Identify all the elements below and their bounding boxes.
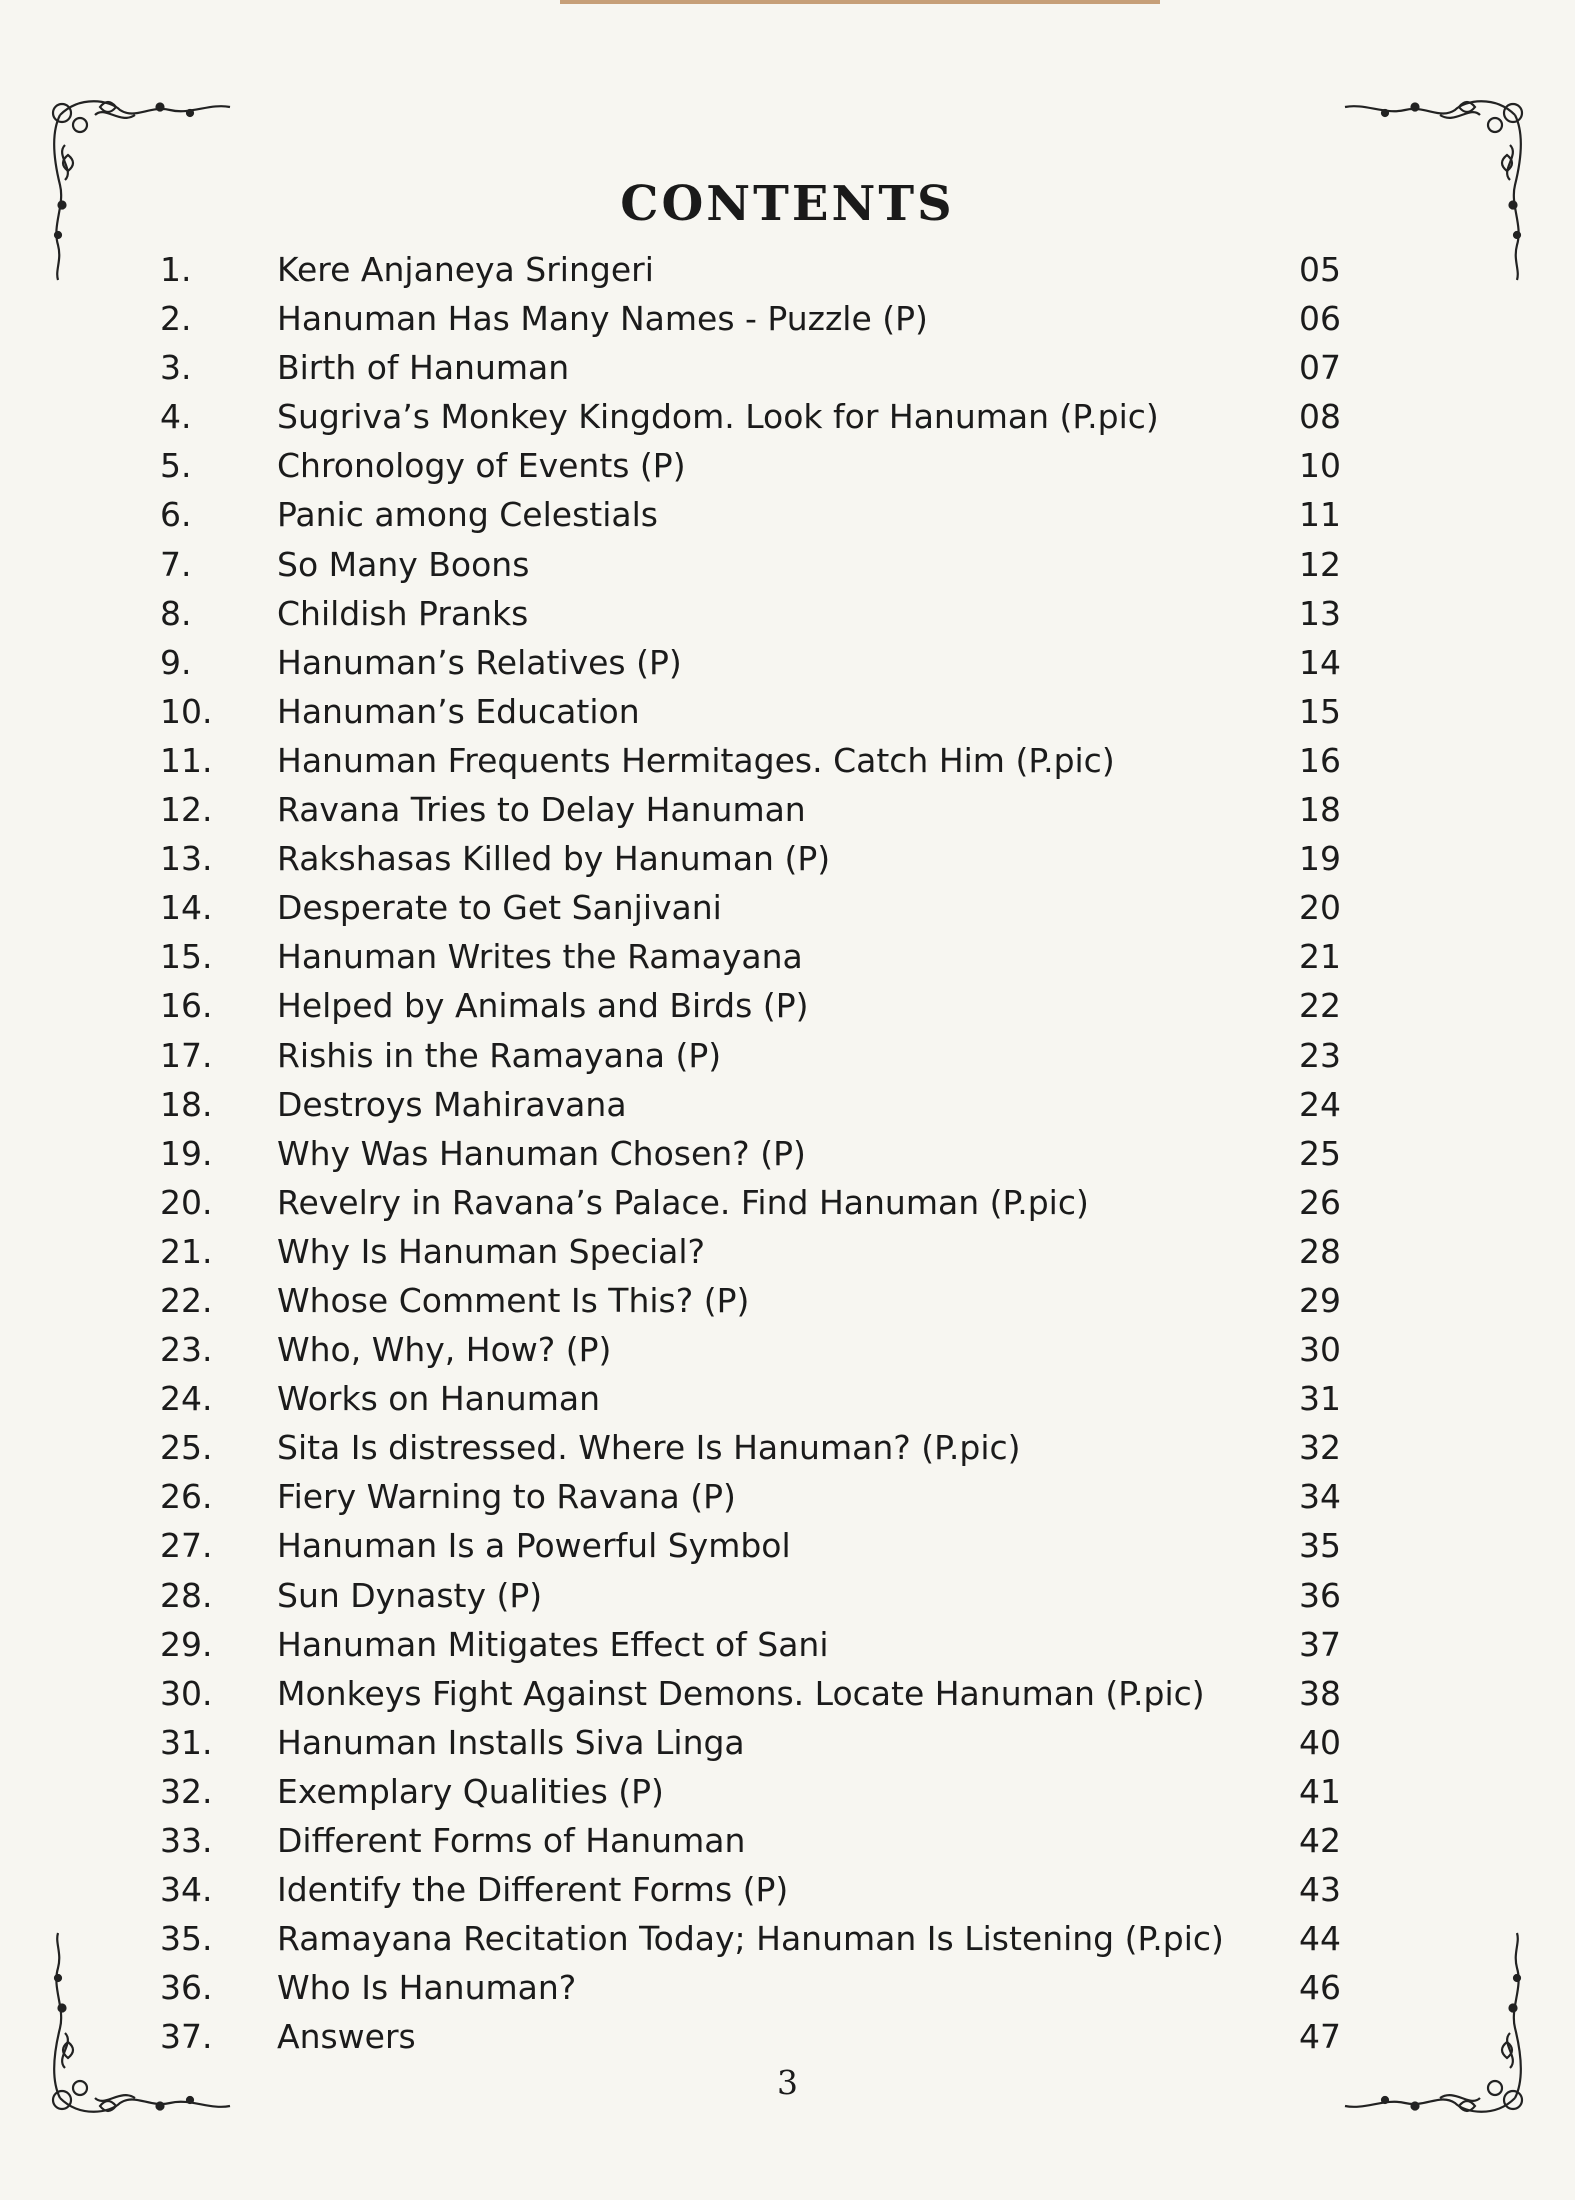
toc-entry xyxy=(0,638,1575,687)
toc-entry xyxy=(0,1521,1575,1570)
entry-page: 36 xyxy=(1299,1575,1341,1615)
entry-title: Hanuman’s Education xyxy=(277,691,640,731)
toc-entry xyxy=(0,392,1575,441)
entry-title: Whose Comment Is This? (P) xyxy=(277,1280,750,1320)
toc-entry xyxy=(0,490,1575,539)
entry-number: 5. xyxy=(160,446,192,486)
entry-page: 06 xyxy=(1299,299,1341,339)
entry-title: Hanuman Mitigates Effect of Sani xyxy=(277,1624,829,1664)
toc-entry xyxy=(0,1669,1575,1718)
entry-number: 1. xyxy=(160,250,192,289)
entry-page: 38 xyxy=(1299,1673,1341,1713)
entry-number: 23. xyxy=(160,1330,213,1370)
entry-number: 28. xyxy=(160,1575,213,1615)
entry-page: 15 xyxy=(1299,691,1341,731)
entry-number: 24. xyxy=(160,1379,213,1419)
toc-entry xyxy=(0,1276,1575,1325)
entry-title: Hanuman Has Many Names - Puzzle (P) xyxy=(277,299,928,339)
entry-number: 4. xyxy=(160,397,192,437)
entry-title: Desperate to Get Sanjivani xyxy=(277,888,722,928)
entry-page: 43 xyxy=(1299,1870,1341,1910)
toc-entry xyxy=(0,1620,1575,1669)
entry-title: Why Is Hanuman Special? xyxy=(277,1231,706,1271)
toc-entry xyxy=(0,736,1575,785)
entry-number: 37. xyxy=(160,2017,213,2057)
entry-page: 10 xyxy=(1299,446,1341,486)
entry-title: Sugriva’s Monkey Kingdom. Look for Hanuman (P.pic) xyxy=(277,397,1159,437)
entry-page: 08 xyxy=(1299,397,1341,437)
entry-page: 44 xyxy=(1299,1919,1341,1959)
entry-number: 17. xyxy=(160,1035,213,1075)
entry-number: 13. xyxy=(160,839,213,879)
toc-entry xyxy=(0,2012,1575,2061)
toc-entry xyxy=(0,1767,1575,1816)
entry-title: Destroys Mahiravana xyxy=(277,1084,627,1124)
entry-page: 22 xyxy=(1299,986,1341,1026)
entry-page: 14 xyxy=(1299,642,1341,682)
toc-entry xyxy=(0,1718,1575,1767)
entry-page: 42 xyxy=(1299,1821,1341,1860)
entry-title: Different Forms of Hanuman xyxy=(277,1821,746,1860)
toc-entry xyxy=(0,687,1575,736)
entry-title: Panic among Celestials xyxy=(277,495,658,535)
entry-number: 3. xyxy=(160,348,192,388)
entry-number: 26. xyxy=(160,1477,213,1517)
entry-title: Exemplary Qualities (P) xyxy=(277,1771,664,1811)
toc-entry xyxy=(0,981,1575,1030)
toc-entry xyxy=(0,1472,1575,1521)
entry-page: 07 xyxy=(1299,348,1341,388)
toc-entry xyxy=(0,932,1575,981)
entry-number: 29. xyxy=(160,1624,213,1664)
entry-title: Monkeys Fight Against Demons. Locate Hanuman (P.pic) xyxy=(277,1673,1205,1713)
entry-number: 10. xyxy=(160,691,213,731)
entry-number: 25. xyxy=(160,1428,213,1468)
toc-entry xyxy=(0,1227,1575,1276)
toc-entry xyxy=(0,343,1575,392)
toc-entry xyxy=(0,1178,1575,1227)
entry-title: Revelry in Ravana’s Palace. Find Hanuman (P.pic) xyxy=(277,1182,1089,1222)
entry-number: 12. xyxy=(160,790,213,830)
toc-entry xyxy=(0,1963,1575,2012)
entry-title: Who, Why, How? (P) xyxy=(277,1330,612,1370)
entry-title: Hanuman Installs Siva Linga xyxy=(277,1722,745,1762)
entry-number: 7. xyxy=(160,544,192,584)
page-title: CONTENTS xyxy=(620,176,955,232)
entry-number: 32. xyxy=(160,1771,213,1811)
entry-page: 32 xyxy=(1299,1428,1341,1468)
entry-title: Works on Hanuman xyxy=(277,1379,600,1419)
entry-title: Hanuman Writes the Ramayana xyxy=(277,937,803,977)
entry-number: 2. xyxy=(160,299,192,339)
entry-page: 16 xyxy=(1299,740,1341,780)
entry-title: Sita Is distressed. Where Is Hanuman? (P.pic) xyxy=(277,1428,1021,1468)
entry-page: 35 xyxy=(1299,1526,1341,1566)
entry-page: 37 xyxy=(1299,1624,1341,1664)
toc-entry xyxy=(0,1914,1575,1963)
toc-entry xyxy=(0,785,1575,834)
entry-title: Identify the Different Forms (P) xyxy=(277,1870,789,1910)
entry-title: Hanuman’s Relatives (P) xyxy=(277,642,682,682)
toc-entry xyxy=(0,834,1575,883)
entry-number: 19. xyxy=(160,1133,213,1173)
entry-number: 8. xyxy=(160,593,192,633)
entry-page: 12 xyxy=(1299,544,1341,584)
entry-page: 18 xyxy=(1299,790,1341,830)
entry-number: 34. xyxy=(160,1870,213,1910)
toc-entry xyxy=(0,1423,1575,1472)
toc-entry xyxy=(0,1129,1575,1178)
entry-title: Kere Anjaneya Sringeri xyxy=(277,250,654,289)
entry-number: 9. xyxy=(160,642,192,682)
entry-page: 41 xyxy=(1299,1771,1341,1811)
entry-number: 18. xyxy=(160,1084,213,1124)
entry-title: Ravana Tries to Delay Hanuman xyxy=(277,790,806,830)
toc-entry xyxy=(0,1031,1575,1080)
entry-title: Who Is Hanuman? xyxy=(277,1968,577,2008)
entry-page: 24 xyxy=(1299,1084,1341,1124)
page-top-edge xyxy=(560,0,1160,4)
entry-title: Childish Pranks xyxy=(277,593,529,633)
entry-number: 16. xyxy=(160,986,213,1026)
entry-title: Fiery Warning to Ravana (P) xyxy=(277,1477,736,1517)
entry-title: Rishis in the Ramayana (P) xyxy=(277,1035,722,1075)
entry-title: So Many Boons xyxy=(277,544,530,584)
entry-page: 40 xyxy=(1299,1722,1341,1762)
entry-page: 21 xyxy=(1299,937,1341,977)
entry-page: 26 xyxy=(1299,1182,1341,1222)
entry-title: Sun Dynasty (P) xyxy=(277,1575,543,1615)
toc-entry xyxy=(0,441,1575,490)
toc-entry xyxy=(0,1374,1575,1423)
entry-page: 13 xyxy=(1299,593,1341,633)
entry-page: 11 xyxy=(1299,495,1341,535)
entry-number: 15. xyxy=(160,937,213,977)
toc-entry xyxy=(0,540,1575,589)
entry-number: 20. xyxy=(160,1182,213,1222)
entry-title: Hanuman Frequents Hermitages. Catch Him (P.pic) xyxy=(277,740,1115,780)
entry-page: 28 xyxy=(1299,1231,1341,1271)
entry-number: 31. xyxy=(160,1722,213,1762)
toc-entry xyxy=(0,1865,1575,1914)
entry-title: Hanuman Is a Powerful Symbol xyxy=(277,1526,791,1566)
entry-title: Chronology of Events (P) xyxy=(277,446,686,486)
toc-entry xyxy=(0,1080,1575,1129)
entry-page: 25 xyxy=(1299,1133,1341,1173)
toc-entry xyxy=(0,883,1575,932)
toc-entry xyxy=(0,245,1575,294)
entry-page: 46 xyxy=(1299,1968,1341,2008)
entry-page: 34 xyxy=(1299,1477,1341,1517)
toc-entry xyxy=(0,1816,1575,1865)
entry-page: 47 xyxy=(1299,2017,1341,2057)
entry-page: 23 xyxy=(1299,1035,1341,1075)
entry-number: 35. xyxy=(160,1919,213,1959)
entry-number: 14. xyxy=(160,888,213,928)
entry-number: 21. xyxy=(160,1231,213,1271)
entry-title: Answers xyxy=(277,2017,416,2057)
entry-title: Birth of Hanuman xyxy=(277,348,570,388)
entry-page: 29 xyxy=(1299,1280,1341,1320)
entry-number: 30. xyxy=(160,1673,213,1713)
entry-page: 05 xyxy=(1299,250,1341,289)
entry-number: 11. xyxy=(160,740,213,780)
entry-number: 33. xyxy=(160,1821,213,1860)
entry-page: 30 xyxy=(1299,1330,1341,1370)
entry-title: Rakshasas Killed by Hanuman (P) xyxy=(277,839,831,879)
entry-title: Ramayana Recitation Today; Hanuman Is Listening (P.pic) xyxy=(277,1919,1224,1959)
toc-entry xyxy=(0,1571,1575,1620)
toc-entry xyxy=(0,589,1575,638)
entry-number: 36. xyxy=(160,1968,213,2008)
page-number: 3 xyxy=(777,2063,798,2102)
entry-page: 31 xyxy=(1299,1379,1341,1419)
table-of-contents xyxy=(0,245,1575,2061)
entry-title: Why Was Hanuman Chosen? (P) xyxy=(277,1133,806,1173)
entry-number: 6. xyxy=(160,495,192,535)
entry-page: 19 xyxy=(1299,839,1341,879)
entry-page: 20 xyxy=(1299,888,1341,928)
toc-entry xyxy=(0,1325,1575,1374)
entry-number: 22. xyxy=(160,1280,213,1320)
toc-entry xyxy=(0,294,1575,343)
entry-number: 27. xyxy=(160,1526,213,1566)
entry-title: Helped by Animals and Birds (P) xyxy=(277,986,809,1026)
